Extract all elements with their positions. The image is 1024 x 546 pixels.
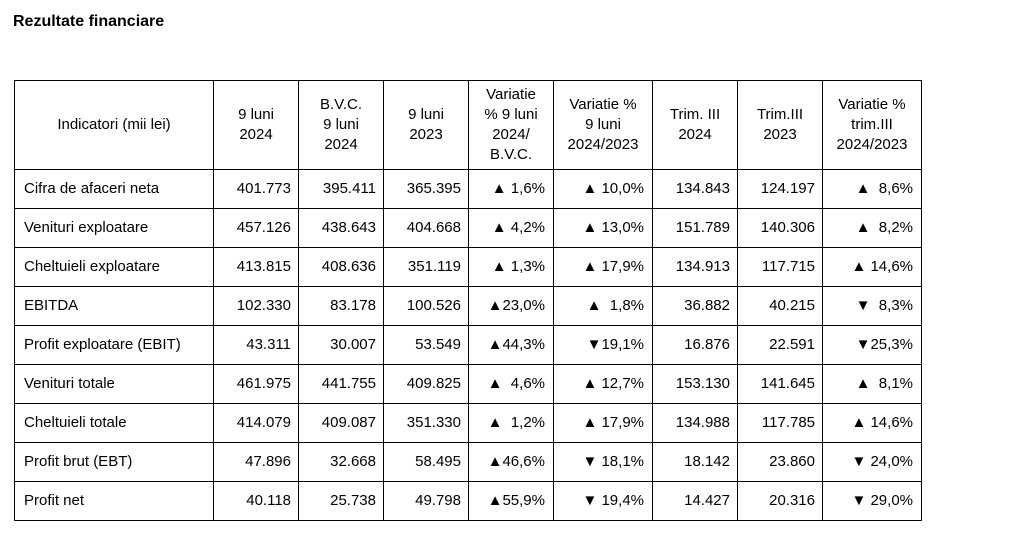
value-9m-2023: 404.668 <box>384 209 469 248</box>
value-q3-2023: 22.591 <box>738 326 823 365</box>
variation-vs-budget: ▲44,3% <box>469 326 554 365</box>
value-9m-2024: 43.311 <box>214 326 299 365</box>
variation-q3: ▲ 14,6% <box>823 404 922 443</box>
variation-9m: ▼ 19,4% <box>554 482 653 521</box>
column-header-variation-q3: Variatie % trim.III 2024/2023 <box>823 81 922 170</box>
column-header-q3-2024: Trim. III 2024 <box>653 81 738 170</box>
variation-vs-budget: ▲ 1,3% <box>469 248 554 287</box>
value-9m-2024: 461.975 <box>214 365 299 404</box>
table-row <box>15 209 922 248</box>
table-row <box>15 326 922 365</box>
variation-q3: ▲ 14,6% <box>823 248 922 287</box>
column-header-indicator: Indicatori (mii lei) <box>15 81 214 170</box>
indicator-label: Profit brut (EBT) <box>15 443 214 482</box>
variation-vs-budget: ▲ 1,6% <box>469 170 554 209</box>
variation-9m: ▲ 17,9% <box>554 248 653 287</box>
value-9m-2024: 47.896 <box>214 443 299 482</box>
value-budget-9m-2024: 409.087 <box>299 404 384 443</box>
value-9m-2023: 351.119 <box>384 248 469 287</box>
value-q3-2023: 117.785 <box>738 404 823 443</box>
variation-q3: ▲ 8,6% <box>823 170 922 209</box>
indicator-label: Venituri totale <box>15 365 214 404</box>
value-q3-2024: 134.843 <box>653 170 738 209</box>
value-q3-2023: 117.715 <box>738 248 823 287</box>
value-budget-9m-2024: 441.755 <box>299 365 384 404</box>
indicator-label: Profit net <box>15 482 214 521</box>
value-9m-2023: 351.330 <box>384 404 469 443</box>
variation-q3: ▲ 8,2% <box>823 209 922 248</box>
indicator-label: Cifra de afaceri neta <box>15 170 214 209</box>
table-row <box>15 170 922 209</box>
indicator-label: Venituri exploatare <box>15 209 214 248</box>
column-header-variation-vs-budget: Variatie % 9 luni 2024/ B.V.C. <box>469 81 554 170</box>
variation-vs-budget: ▲ 4,6% <box>469 365 554 404</box>
financial-results-table <box>14 80 922 521</box>
value-q3-2023: 141.645 <box>738 365 823 404</box>
indicator-label: Cheltuieli totale <box>15 404 214 443</box>
value-q3-2023: 124.197 <box>738 170 823 209</box>
value-q3-2024: 16.876 <box>653 326 738 365</box>
value-q3-2024: 134.988 <box>653 404 738 443</box>
indicator-label: Cheltuieli exploatare <box>15 248 214 287</box>
column-header-q3-2023: Trim.III 2023 <box>738 81 823 170</box>
table-row <box>15 287 922 326</box>
page-title: Rezultate financiare <box>13 13 165 30</box>
value-9m-2023: 49.798 <box>384 482 469 521</box>
value-budget-9m-2024: 395.411 <box>299 170 384 209</box>
value-budget-9m-2024: 30.007 <box>299 326 384 365</box>
variation-vs-budget: ▲55,9% <box>469 482 554 521</box>
variation-9m: ▲ 1,8% <box>554 287 653 326</box>
variation-9m: ▲ 13,0% <box>554 209 653 248</box>
table-row <box>15 404 922 443</box>
value-9m-2024: 401.773 <box>214 170 299 209</box>
table-row <box>15 365 922 404</box>
value-budget-9m-2024: 32.668 <box>299 443 384 482</box>
variation-q3: ▼ 29,0% <box>823 482 922 521</box>
variation-9m: ▲ 12,7% <box>554 365 653 404</box>
table-row <box>15 248 922 287</box>
value-9m-2024: 414.079 <box>214 404 299 443</box>
variation-vs-budget: ▲46,6% <box>469 443 554 482</box>
variation-q3: ▼ 8,3% <box>823 287 922 326</box>
column-header-budget-9m-2024: B.V.C. 9 luni 2024 <box>299 81 384 170</box>
value-9m-2023: 100.526 <box>384 287 469 326</box>
variation-vs-budget: ▲ 1,2% <box>469 404 554 443</box>
column-header-9m-2024: 9 luni 2024 <box>214 81 299 170</box>
value-q3-2024: 36.882 <box>653 287 738 326</box>
variation-vs-budget: ▲23,0% <box>469 287 554 326</box>
value-q3-2023: 23.860 <box>738 443 823 482</box>
variation-9m: ▲ 10,0% <box>554 170 653 209</box>
column-header-9m-2023: 9 luni 2023 <box>384 81 469 170</box>
value-9m-2023: 53.549 <box>384 326 469 365</box>
value-q3-2023: 140.306 <box>738 209 823 248</box>
header-row <box>15 81 922 170</box>
indicator-label: EBITDA <box>15 287 214 326</box>
value-q3-2024: 151.789 <box>653 209 738 248</box>
variation-9m: ▼19,1% <box>554 326 653 365</box>
value-9m-2024: 413.815 <box>214 248 299 287</box>
value-9m-2023: 409.825 <box>384 365 469 404</box>
variation-q3: ▼25,3% <box>823 326 922 365</box>
variation-9m: ▲ 17,9% <box>554 404 653 443</box>
value-9m-2024: 457.126 <box>214 209 299 248</box>
variation-vs-budget: ▲ 4,2% <box>469 209 554 248</box>
value-budget-9m-2024: 438.643 <box>299 209 384 248</box>
value-q3-2024: 134.913 <box>653 248 738 287</box>
table-row <box>15 482 922 521</box>
value-budget-9m-2024: 25.738 <box>299 482 384 521</box>
value-q3-2024: 18.142 <box>653 443 738 482</box>
value-q3-2023: 40.215 <box>738 287 823 326</box>
table-row <box>15 443 922 482</box>
column-header-variation-9m: Variatie % 9 luni 2024/2023 <box>554 81 653 170</box>
value-q3-2023: 20.316 <box>738 482 823 521</box>
value-q3-2024: 153.130 <box>653 365 738 404</box>
value-budget-9m-2024: 83.178 <box>299 287 384 326</box>
value-9m-2023: 58.495 <box>384 443 469 482</box>
value-9m-2023: 365.395 <box>384 170 469 209</box>
variation-9m: ▼ 18,1% <box>554 443 653 482</box>
variation-q3: ▲ 8,1% <box>823 365 922 404</box>
value-budget-9m-2024: 408.636 <box>299 248 384 287</box>
value-q3-2024: 14.427 <box>653 482 738 521</box>
indicator-label: Profit exploatare (EBIT) <box>15 326 214 365</box>
value-9m-2024: 102.330 <box>214 287 299 326</box>
value-9m-2024: 40.118 <box>214 482 299 521</box>
variation-q3: ▼ 24,0% <box>823 443 922 482</box>
